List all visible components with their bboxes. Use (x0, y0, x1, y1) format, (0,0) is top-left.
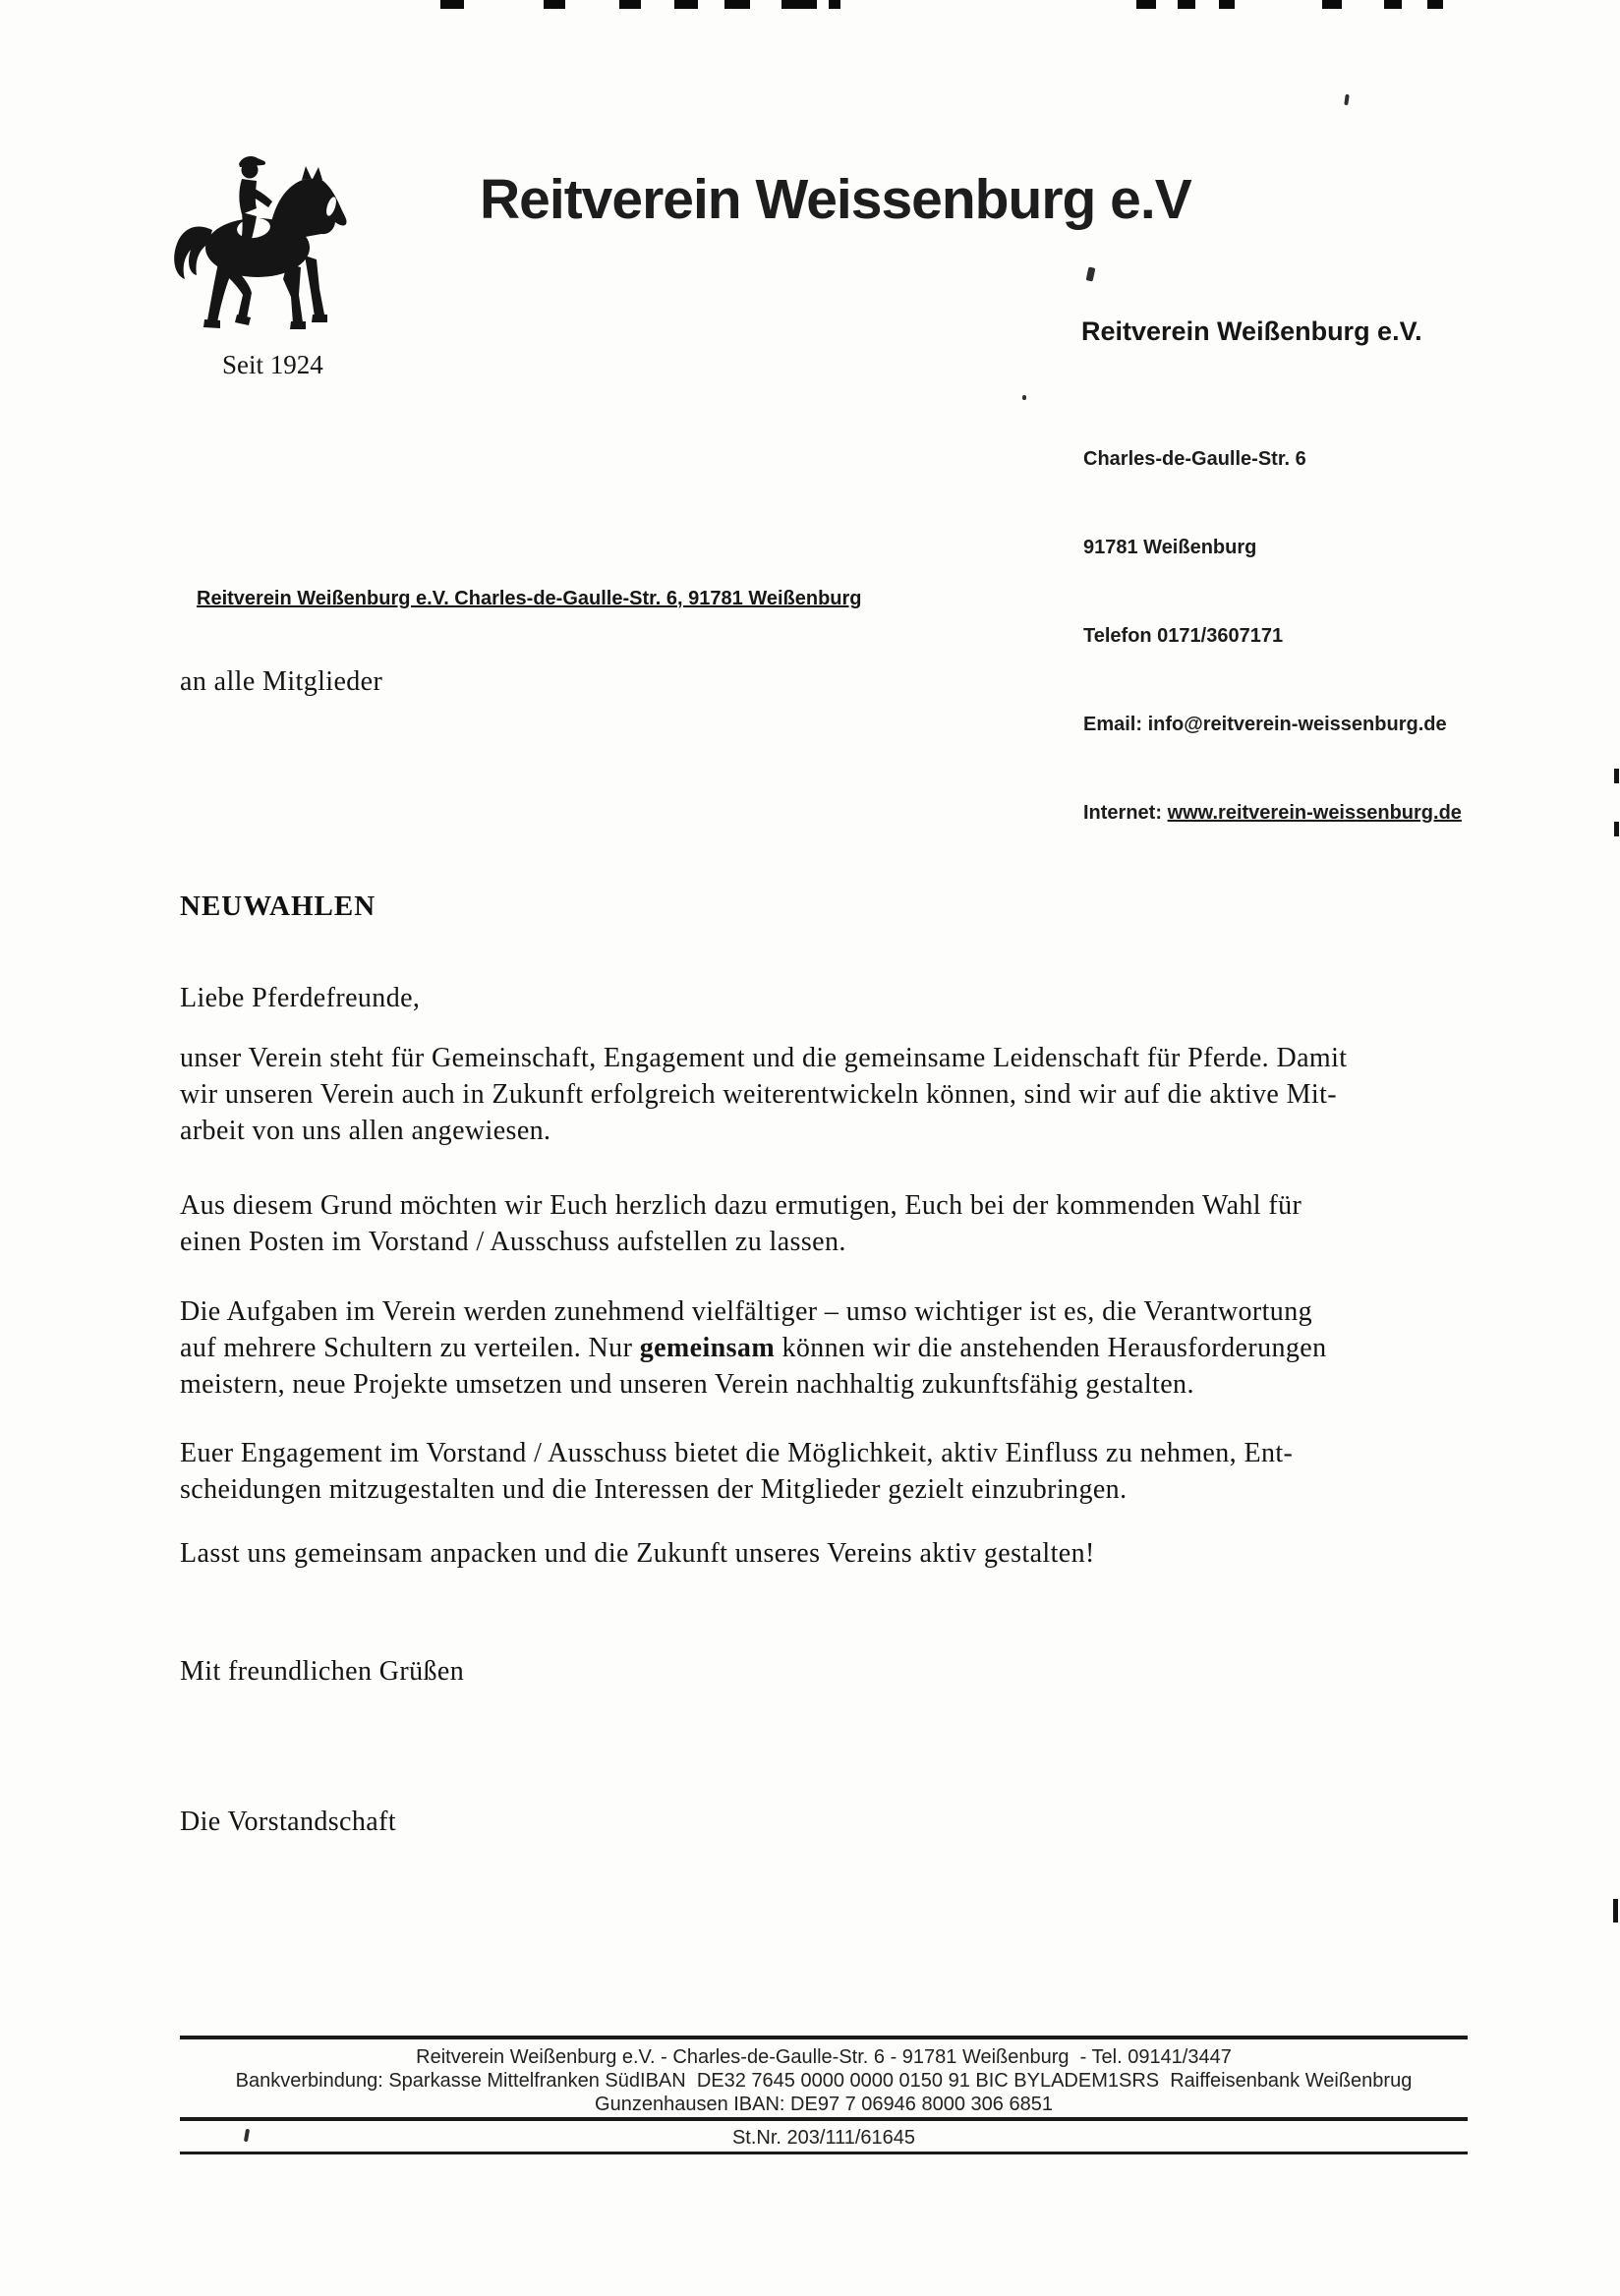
org-email: Email: info@reitverein-weissenburg.de (1083, 714, 1447, 735)
org-internet-label: Internet: (1083, 802, 1168, 824)
org-phone: Telefon 0171/3607171 (1083, 625, 1284, 647)
footer-rule-top (180, 2036, 1468, 2039)
footer-rule-bottom (180, 2152, 1468, 2154)
org-website-link[interactable]: www.reitverein-weissenburg.de (1167, 802, 1462, 824)
scan-artifact-speck (1022, 395, 1026, 400)
paragraph-2 (180, 1187, 1487, 1260)
paragraph-3-bold-word: gemeinsam (639, 1333, 776, 1363)
paragraph-3 (180, 1293, 1487, 1403)
closing-line: Mit freundlichen Grüßen (180, 1656, 465, 1687)
paragraph-1 (180, 1040, 1487, 1149)
footer-iban-line: Gunzenhausen IBAN: DE97 7 06946 8000 306 6851 (595, 2094, 1053, 2115)
org-internet-line (1083, 798, 1462, 828)
scan-artifact-tick (1614, 769, 1619, 783)
logo-caption: Seit 1924 (222, 350, 323, 379)
club-logo (155, 153, 362, 350)
paragraph-3-line: Die Aufgaben im Verein werden zunehmend vielfältiger – umso wichtiger ist es, die Verantwortung (180, 1296, 1312, 1327)
paragraph-1-line: wir unseren Verein auch in Zukunft erfolgreich weiterentwickeln können, sind wir auf die aktive Mit- (180, 1079, 1338, 1110)
paragraph-1-line: unser Verein steht für Gemeinschaft, Engagement und die gemeinsame Leidenschaft für Pferde. Damit (180, 1043, 1348, 1073)
paragraph-2-line: Aus diesem Grund möchten wir Euch herzlich dazu ermutigen, Euch bei der kommenden Wahl für (180, 1190, 1302, 1221)
paragraph-4-line: Euer Engagement im Vorstand / Ausschuss bietet die Möglichkeit, aktiv Einfluss zu nehmen, Ent- (180, 1438, 1294, 1468)
paragraph-3-line2-pre: auf mehrere Schultern zu verteilen. Nur (180, 1333, 640, 1363)
paragraph-4-line: scheidungen mitzugestalten und die Interessen der Mitglieder gezielt einzubringen. (180, 1474, 1128, 1505)
org-city: 91781 Weißenburg (1083, 537, 1257, 558)
paragraph-5-line: Lasst uns gemeinsam anpacken und die Zukunft unseres Vereins aktiv gestalten! (180, 1538, 1095, 1569)
scan-artifact-tick (1614, 822, 1619, 836)
recipient-line: an alle Mitglieder (180, 666, 383, 697)
scan-artifact-speck (1344, 94, 1349, 105)
horse-rider-icon (155, 153, 362, 345)
scan-artifact-speck (1086, 266, 1096, 281)
scan-artifact-tick (1613, 1899, 1618, 1923)
signature-line: Die Vorstandschaft (180, 1807, 397, 1837)
paragraph-4 (180, 1435, 1487, 1508)
letterhead-title: Reitverein Weissenburg e.V (480, 168, 1191, 231)
footer-rule-middle (180, 2117, 1468, 2121)
sender-return-address: Reitverein Weißenburg e.V. Charles-de-Gaulle-Str. 6, 91781 Weißenburg (197, 588, 862, 609)
paragraph-3-line (180, 1330, 1487, 1366)
paragraph-2-line: einen Posten im Vorstand / Ausschuss aufstellen zu lassen. (180, 1227, 846, 1257)
org-name: Reitverein Weißenburg e.V. (1081, 316, 1422, 346)
org-street: Charles-de-Gaulle-Str. 6 (1083, 448, 1306, 470)
paragraph-3-line2-post: können wir die anstehenden Herausforderungen (775, 1333, 1327, 1363)
salutation: Liebe Pferdefreunde, (180, 983, 421, 1013)
paragraph-5 (180, 1535, 1487, 1572)
org-contact-block (1083, 385, 1462, 887)
subject-line: NEUWAHLEN (180, 890, 376, 922)
footer-tax-number: St.Nr. 203/111/61645 (731, 2127, 916, 2149)
paragraph-1-line: arbeit von uns allen angewiesen. (180, 1116, 551, 1146)
paragraph-3-line: meistern, neue Projekte umsetzen und unseren Verein nachhaltig zukunftsfähig gestalten. (180, 1369, 1194, 1400)
footer-bank-line: Bankverbindung: Sparkasse Mittelfranken SüdIBAN DE32 7645 0000 0000 0150 91 BIC BYLADEM1SRS Raiffeisenbank Weißenbrug (235, 2070, 1413, 2092)
footer-address-line: Reitverein Weißenburg e.V. - Charles-de-Gaulle-Str. 6 - 91781 Weißenburg - Tel. 09141/3447 (416, 2046, 1232, 2068)
